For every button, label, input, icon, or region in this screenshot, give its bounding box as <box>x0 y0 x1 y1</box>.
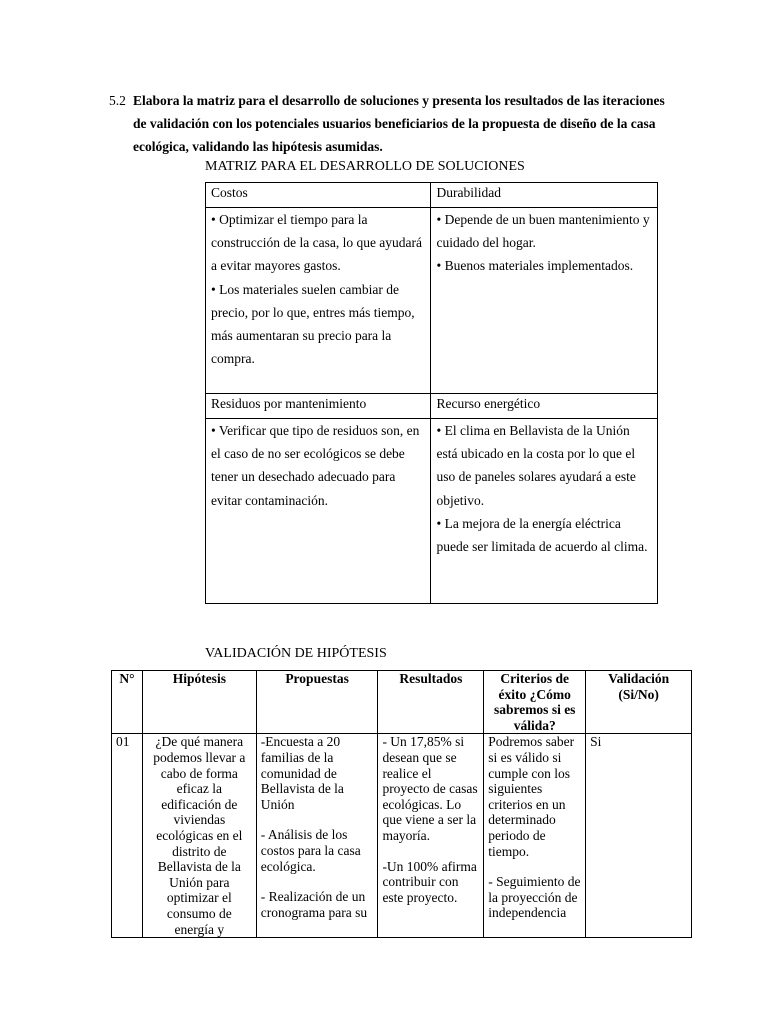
matrix-cell-residuos <box>206 419 431 604</box>
matrix-item: • Buenos materiales implementados. <box>436 258 634 274</box>
matrix-title: MATRIZ PARA EL DESARROLLO DE SOLUCIONES <box>205 159 525 174</box>
validation-table <box>111 670 692 938</box>
solutions-matrix <box>205 182 658 604</box>
matrix-item: • Verificar que tipo de residuos son, en el caso de no ser ecológicos se debe tener un desechado adecuado para evitar contaminación. <box>211 423 420 508</box>
matrix-header-costos: Costos <box>206 183 431 208</box>
column-header-hipotesis: Hipótesis <box>142 671 256 734</box>
column-header-validacion: Validación (Si/No) <box>586 671 692 734</box>
matrix-cell-durabilidad <box>431 208 658 394</box>
cell-criterios <box>484 734 586 938</box>
matrix-header-durabilidad: Durabilidad <box>431 183 658 208</box>
matrix-cell-costos <box>206 208 431 394</box>
matrix-header-residuos: Residuos por mantenimiento <box>206 394 431 419</box>
resultado-item: -Un 100% afirma contribuir con este proyecto. <box>382 858 477 905</box>
matrix-cell-recurso <box>431 419 658 604</box>
column-header-n: N° <box>112 671 143 734</box>
column-header-criterios: Criterios de éxito ¿Cómo sabremos si es válida? <box>484 671 586 734</box>
cell-hipotesis: ¿De qué manera podemos llevar a cabo de forma eficaz la edificación de viviendas ecológicas en el distrito de Bellavista de la Unión para optimizar el consumo de energía y <box>142 734 256 938</box>
matrix-item: • Optimizar el tiempo para la construcción de la casa, lo que ayudará a evitar mayores gastos. <box>211 212 423 274</box>
column-header-propuestas: Propuestas <box>256 671 378 734</box>
propuesta-item: - Análisis de los costos para la casa ecológica. <box>260 827 361 874</box>
matrix-item: • Depende de un buen mantenimiento y cuidado del hogar. <box>436 212 650 251</box>
cell-propuestas <box>256 734 378 938</box>
validation-title: VALIDACIÓN DE HIPÓTESIS <box>205 646 387 661</box>
matrix-item: • Los materiales suelen cambiar de precio, por lo que, entres más tiempo, más aumentaran su precio para la compra. <box>211 281 415 367</box>
cell-resultados <box>378 734 484 938</box>
matrix-header-recurso: Recurso energético <box>431 394 658 419</box>
propuesta-item: -Encuesta a 20 familias de la comunidad de Bellavista de la Unión <box>260 734 344 812</box>
section-heading <box>109 89 669 158</box>
cell-validacion: Si <box>586 734 692 938</box>
criterio-item: - Seguimiento de la proyección de independencia <box>488 874 581 921</box>
section-instruction: Elabora la matriz para el desarrollo de soluciones y presenta los resultados de las iteraciones de validación con los potenciales usuarios beneficiarios de la propuesta de diseño de la casa ecológica, validando las hipótesis asumidas. <box>133 93 665 154</box>
propuesta-item: - Realización de un cronograma para su <box>260 889 368 920</box>
resultado-item: - Un 17,85% si desean que se realice el proyecto de casas ecológicas. Lo que viene a ser la mayoría. <box>382 734 478 843</box>
matrix-item: • La mejora de la energía eléctrica puede ser limitada de acuerdo al clima. <box>436 515 648 555</box>
section-number: 5.2 <box>109 93 126 108</box>
matrix-item: • El clima en Bellavista de la Unión está ubicado en la costa por lo que el uso de paneles solares ayudará a este objetivo. <box>436 423 636 508</box>
criterio-item: Podremos saber si es válido si cumple con los siguientes criterios en un determinado periodo de tiempo. <box>488 734 575 859</box>
column-header-resultados: Resultados <box>378 671 484 734</box>
cell-n: 01 <box>112 734 143 938</box>
table-row <box>112 734 692 938</box>
